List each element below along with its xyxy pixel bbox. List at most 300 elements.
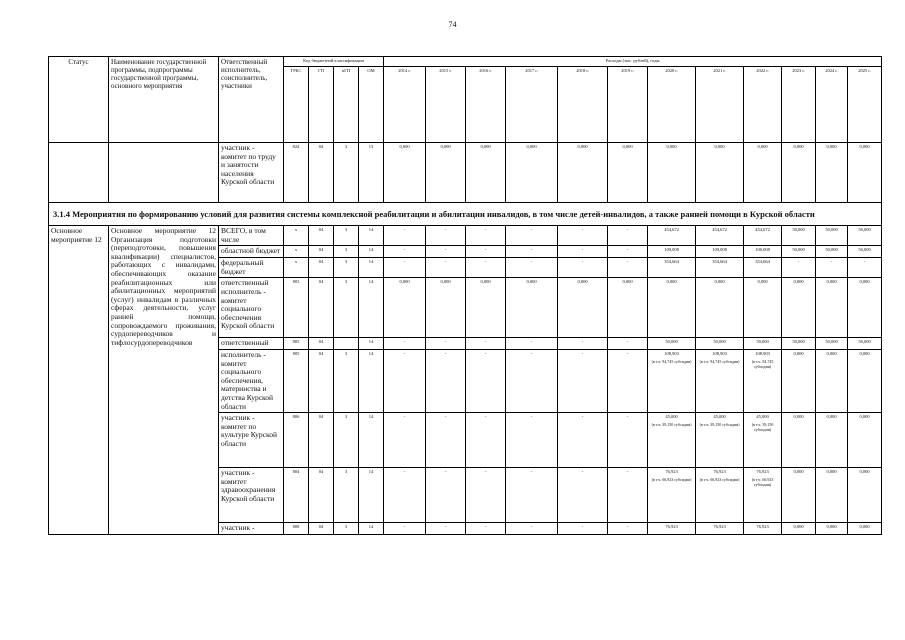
value-text: 0,000 (793, 469, 804, 475)
value-text: - (581, 227, 584, 232)
code-cell (334, 338, 359, 350)
value-text: - (530, 247, 533, 253)
value-cell (782, 278, 816, 338)
value-text: 0,000 (793, 414, 804, 420)
value-text: 50,000 (825, 339, 838, 345)
value-cell (608, 246, 648, 258)
value-cell: 0,000 (608, 143, 648, 203)
value-cell (848, 338, 882, 350)
value-note: (в т.ч. 94,745 субсидии) (699, 358, 740, 364)
responsible-cell: ответственный (219, 338, 284, 350)
value-cell (466, 349, 506, 412)
value-cell (558, 523, 608, 535)
value-cell: 0,000 (744, 143, 782, 203)
value-cell (466, 226, 506, 246)
value-text: - (581, 414, 584, 420)
value-cell: 0,000 (696, 143, 744, 203)
value-text: 50,000 (792, 339, 805, 345)
value-text: 76,923 (756, 524, 769, 530)
code-cell: 04 (309, 278, 334, 338)
header-code: пГП (334, 67, 359, 143)
value-text: - (444, 227, 447, 232)
value-cell (466, 523, 506, 535)
value-cell (648, 349, 696, 412)
code-cell: 805 (284, 349, 309, 412)
value-cell: 0,000 (506, 143, 558, 203)
value-cell: 0,000 (816, 143, 848, 203)
section-title: 3.1.4 Мероприятия по формированию условий для развития системы комплексной реабилитации и абилитации инвалидов, в том числе детей-инвалидов, а также ранней помощи в Курской области (49, 203, 882, 226)
value-text: 0,000 (793, 279, 804, 285)
code-cell: 3 (334, 413, 359, 468)
value-text: - (403, 350, 406, 356)
value-text: 100,008 (755, 247, 770, 253)
value-cell (696, 338, 744, 350)
value-cell (696, 278, 744, 338)
value-cell (426, 468, 466, 523)
value-cell (608, 278, 648, 338)
value-cell (648, 278, 696, 338)
value-cell (506, 278, 558, 338)
value-cell (816, 226, 848, 246)
value-text: 0,000 (757, 279, 768, 285)
value-note: (в т.ч. 39,150 субсидии) (651, 422, 692, 428)
code-cell: 808 (284, 523, 309, 535)
value-cell (384, 278, 426, 338)
value-text: 0,000 (714, 279, 725, 285)
code-cell: 04 (309, 413, 334, 468)
value-text: 0,000 (793, 350, 804, 356)
value-note: (в т.ч. 94,745 субсидии) (751, 358, 774, 369)
value-cell (782, 523, 816, 535)
code-cell: 13 (359, 143, 384, 203)
value-text: 0,000 (399, 279, 410, 285)
value-text: 76,923 (665, 524, 678, 530)
code-cell: 04 (309, 468, 334, 523)
value-text: 354,664 (664, 259, 679, 265)
value-cell (384, 258, 426, 278)
value-cell (608, 349, 648, 412)
value-text: - (530, 259, 533, 265)
value-text: 0,000 (577, 279, 588, 285)
value-text: - (403, 339, 406, 345)
value-cell (608, 226, 648, 246)
value-text: - (403, 469, 406, 475)
value-text: 50,000 (858, 227, 871, 232)
code-cell: 04 (309, 226, 334, 246)
value-text: 0,000 (622, 279, 633, 285)
value-cell (466, 468, 506, 523)
value-text: - (863, 259, 866, 265)
code-cell: 806 (284, 413, 309, 468)
value-text: 0,000 (859, 524, 870, 530)
value-text: - (581, 350, 584, 356)
value-cell (558, 278, 608, 338)
value-text: 0,000 (826, 279, 837, 285)
value-cell: 0,000 (782, 143, 816, 203)
value-text: - (444, 524, 447, 530)
code-cell: х (284, 226, 309, 246)
value-text: - (484, 247, 487, 253)
value-cell (506, 468, 558, 523)
value-text: 0,000 (859, 469, 870, 475)
value-text: - (484, 350, 487, 356)
value-cell (848, 246, 882, 258)
code-cell: 804 (284, 468, 309, 523)
value-cell (558, 468, 608, 523)
budget-table (48, 56, 882, 535)
header-year: 2021 г. (696, 67, 744, 143)
value-cell (558, 338, 608, 350)
value-cell (648, 338, 696, 350)
value-cell: 0,000 (848, 143, 882, 203)
value-cell (744, 258, 782, 278)
value-cell (608, 523, 648, 535)
value-cell (426, 413, 466, 468)
value-cell (648, 246, 696, 258)
value-text: 0,000 (480, 279, 491, 285)
value-text: - (581, 469, 584, 475)
code-cell: 3 (334, 143, 359, 203)
value-text: 0,000 (826, 414, 837, 420)
code-cell: 04 (309, 246, 334, 258)
header-year: 2022 г. (744, 67, 782, 143)
value-text: 454,672 (664, 227, 679, 232)
value-cell (506, 413, 558, 468)
value-cell (648, 258, 696, 278)
value-cell (816, 523, 848, 535)
value-cell (648, 413, 696, 468)
value-cell (816, 278, 848, 338)
value-text: - (626, 339, 629, 345)
status-cell-empty (49, 143, 109, 203)
value-text: - (530, 227, 533, 232)
value-cell (782, 226, 816, 246)
code-cell: 824 (284, 143, 309, 203)
name-cell-empty (109, 143, 219, 203)
value-text: 0,000 (826, 350, 837, 356)
code-cell: 3 (334, 523, 359, 535)
value-text: - (444, 414, 447, 420)
value-cell (384, 523, 426, 535)
code-cell: 04 (309, 258, 334, 278)
value-text: 0,000 (526, 279, 537, 285)
value-cell (558, 246, 608, 258)
value-text: 50,000 (665, 339, 678, 345)
value-text: - (484, 259, 487, 265)
value-cell (426, 226, 466, 246)
code-cell: 04 (309, 349, 334, 412)
value-text: 0,000 (859, 414, 870, 420)
value-text: 45,000 (665, 414, 678, 420)
value-text: - (830, 259, 833, 265)
value-cell (466, 413, 506, 468)
value-cell (744, 349, 782, 412)
value-cell (426, 523, 466, 535)
value-cell (608, 338, 648, 350)
value-text: - (581, 339, 584, 345)
value-text: - (626, 524, 629, 530)
responsible-cell: ВСЕГО, в том числе (219, 226, 284, 246)
value-text: - (484, 524, 487, 530)
value-text: - (403, 414, 406, 420)
value-cell (384, 413, 426, 468)
value-cell (466, 246, 506, 258)
header-budget-code: Код бюджетной классификации (284, 57, 384, 67)
value-cell (506, 349, 558, 412)
value-cell (848, 349, 882, 412)
header-name: Наименование государственной программы, подпрограммы государственной программы, основного мероприятия (109, 57, 219, 143)
value-text: 50,000 (713, 339, 726, 345)
value-text: 100,008 (664, 247, 679, 253)
value-text: 50,000 (825, 227, 838, 232)
value-note: (в т.ч. 94,745 субсидии) (651, 358, 692, 364)
value-cell (782, 349, 816, 412)
value-text: 50,000 (792, 247, 805, 253)
value-cell (696, 246, 744, 258)
value-text: 50,000 (858, 247, 871, 253)
code-cell: 14 (359, 413, 384, 468)
value-text: 76,923 (713, 524, 726, 530)
value-text: - (797, 259, 800, 265)
value-cell: 0,000 (384, 143, 426, 203)
value-text: 45,000 (756, 414, 769, 420)
value-text: 50,000 (792, 227, 805, 232)
value-cell (506, 338, 558, 350)
value-cell (816, 258, 848, 278)
value-text: 50,000 (825, 247, 838, 253)
value-text: - (626, 227, 629, 232)
value-cell (506, 226, 558, 246)
value-text: - (581, 524, 584, 530)
code-cell: 14 (359, 523, 384, 535)
value-cell (426, 278, 466, 338)
code-cell: 04 (309, 338, 334, 350)
value-text: - (403, 259, 406, 265)
value-text: - (484, 414, 487, 420)
header-year: 2014 г. (384, 67, 426, 143)
value-cell (558, 413, 608, 468)
header-year: 2020 г. (648, 67, 696, 143)
code-cell: 803 (284, 278, 309, 338)
value-cell (696, 523, 744, 535)
value-text: 108,903 (664, 350, 679, 356)
value-cell (848, 413, 882, 468)
value-text: 0,000 (826, 469, 837, 475)
value-cell (696, 413, 744, 468)
value-cell (848, 278, 882, 338)
value-cell (384, 468, 426, 523)
header-year: 2018 г. (558, 67, 608, 143)
value-cell (648, 468, 696, 523)
value-text: - (484, 227, 487, 232)
value-note: (в т.ч. 66,923 субсидии) (699, 477, 740, 483)
value-cell (558, 349, 608, 412)
value-cell (384, 349, 426, 412)
header-year: 2024 г. (816, 67, 848, 143)
value-cell (848, 226, 882, 246)
value-text: - (530, 350, 533, 356)
code-cell: 3 (334, 468, 359, 523)
value-text: 76,923 (756, 469, 769, 475)
value-text: - (626, 259, 629, 265)
value-cell (816, 413, 848, 468)
value-text: 0,000 (859, 350, 870, 356)
header-code: ГП (309, 67, 334, 143)
value-cell: 0,000 (648, 143, 696, 203)
header-year: 2016 г. (466, 67, 506, 143)
responsible-cell: участник - комитет по труду и занятости населения Курской области (219, 143, 284, 203)
value-text: - (444, 247, 447, 253)
value-text: 354,664 (755, 259, 770, 265)
header-responsible: Ответственный исполнитель, соисполнитель, участники (219, 57, 284, 143)
responsible-cell: федеральный бюджет (219, 258, 284, 278)
value-text: 0,000 (859, 279, 870, 285)
value-text: 0,000 (440, 279, 451, 285)
value-text: 76,923 (665, 469, 678, 475)
value-cell (648, 523, 696, 535)
value-text: - (444, 469, 447, 475)
value-text: 108,903 (712, 350, 727, 356)
header-expenses: Расходы (тыс. рублей), годы (384, 57, 882, 67)
value-cell (466, 258, 506, 278)
value-cell (466, 278, 506, 338)
value-cell (782, 468, 816, 523)
value-note: (в т.ч. 39,150 субсидии) (751, 422, 774, 433)
responsible-cell: участник - комитет здравоохранения Курской области (219, 468, 284, 523)
value-cell (696, 258, 744, 278)
value-cell (816, 468, 848, 523)
code-cell: 04 (309, 143, 334, 203)
page-number: 74 (448, 20, 457, 29)
main-name: Основное мероприятие 12 Организация подготовки (переподготовки, повышения квалификации) специалистов, работающих с инвалидами, обеспечивающих оказание реабилитационных или абилитационных мероприятий (услуг) инвалидам в различных сферах деятельности, услуг ранней помощи, сопровождаемого проживания, сурдопереводчиков и тифлосурдопереводчиков (109, 226, 219, 535)
value-text: 108,903 (755, 350, 770, 356)
value-text: - (626, 469, 629, 475)
value-cell: 0,000 (466, 143, 506, 203)
responsible-cell: исполнитель - комитет социального обеспечения, материнства и детства Курской области (219, 349, 284, 412)
value-text: - (444, 350, 447, 356)
header-status: Статус (49, 57, 109, 143)
value-cell (816, 349, 848, 412)
value-text: 50,000 (756, 339, 769, 345)
value-cell (506, 258, 558, 278)
value-cell (608, 258, 648, 278)
responsible-cell: участник - (219, 523, 284, 535)
value-text: - (581, 259, 584, 265)
value-cell (848, 468, 882, 523)
value-cell (848, 523, 882, 535)
value-cell (466, 338, 506, 350)
value-text: - (626, 247, 629, 253)
code-cell: 14 (359, 258, 384, 278)
responsible-cell: областной бюджет (219, 246, 284, 258)
header-code: ОМ (359, 67, 384, 143)
value-text: - (626, 414, 629, 420)
value-text: - (403, 247, 406, 253)
value-note: (в т.ч. 66,923 субсидии) (651, 477, 692, 483)
code-cell: 805 (284, 338, 309, 350)
value-text: 454,672 (712, 227, 727, 232)
value-cell (782, 338, 816, 350)
code-cell: 3 (334, 258, 359, 278)
value-text: - (530, 339, 533, 345)
value-cell (744, 246, 782, 258)
value-cell (782, 413, 816, 468)
value-text: 76,923 (713, 469, 726, 475)
value-text: - (484, 469, 487, 475)
value-note: (в т.ч. 39,150 субсидии) (699, 422, 740, 428)
header-code: ГРБС (284, 67, 309, 143)
value-text: 50,000 (858, 339, 871, 345)
value-text: 354,664 (712, 259, 727, 265)
value-cell (744, 523, 782, 535)
value-text: 0,000 (793, 524, 804, 530)
code-cell: х (284, 246, 309, 258)
value-cell (744, 278, 782, 338)
value-cell (426, 246, 466, 258)
value-cell (608, 468, 648, 523)
value-text: 45,000 (713, 414, 726, 420)
value-cell (506, 246, 558, 258)
value-text: - (581, 247, 584, 253)
value-cell (558, 258, 608, 278)
value-cell (744, 226, 782, 246)
value-text: 0,000 (826, 524, 837, 530)
value-text: - (530, 414, 533, 420)
value-text: - (403, 227, 406, 232)
main-status: Основное мероприятие 12 (49, 226, 109, 535)
code-cell: 3 (334, 246, 359, 258)
code-cell: 3 (334, 226, 359, 246)
value-cell (816, 246, 848, 258)
value-text: - (444, 339, 447, 345)
value-text: - (626, 350, 629, 356)
header-year: 2019 г. (608, 67, 648, 143)
value-cell (696, 349, 744, 412)
value-text: 100,008 (712, 247, 727, 253)
value-cell (558, 226, 608, 246)
value-cell (782, 258, 816, 278)
responsible-cell: ответственный исполнитель - комитет социального обеспечения Курской области (219, 278, 284, 338)
code-cell: 14 (359, 468, 384, 523)
value-cell (384, 338, 426, 350)
code-cell: 04 (309, 523, 334, 535)
value-cell (384, 246, 426, 258)
value-cell (744, 338, 782, 350)
header-year: 2017 г. (506, 67, 558, 143)
code-cell: 14 (359, 226, 384, 246)
value-cell (426, 338, 466, 350)
code-cell: 14 (359, 349, 384, 412)
header-year: 2015 г. (426, 67, 466, 143)
value-text: - (530, 524, 533, 530)
value-note: (в т.ч. 66,923 субсидии) (751, 477, 774, 488)
value-cell (506, 523, 558, 535)
value-cell (782, 246, 816, 258)
value-text: - (444, 259, 447, 265)
header-year: 2025 г. (848, 67, 882, 143)
value-cell (744, 413, 782, 468)
value-cell (426, 258, 466, 278)
code-cell: 14 (359, 246, 384, 258)
value-cell (384, 226, 426, 246)
code-cell: 3 (334, 278, 359, 338)
value-cell (608, 413, 648, 468)
code-cell: 14 (359, 338, 384, 350)
code-cell: 3 (334, 349, 359, 412)
value-cell (848, 258, 882, 278)
value-cell: 0,000 (426, 143, 466, 203)
value-cell (648, 226, 696, 246)
